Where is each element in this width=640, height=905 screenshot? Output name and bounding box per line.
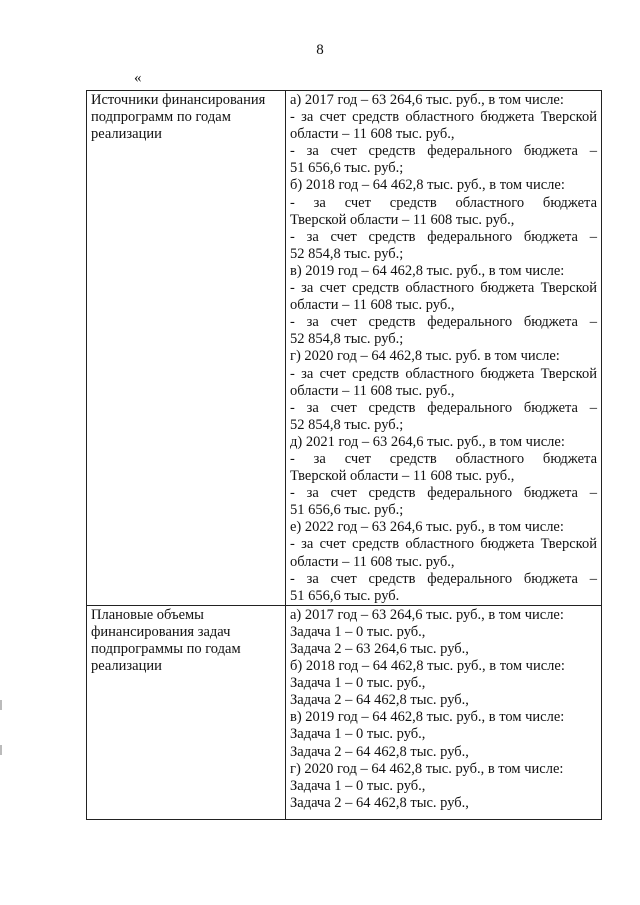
value-line: а) 2017 год – 63 264,6 тыс. руб., в том числе: <box>290 92 564 108</box>
value-line: г) 2020 год – 64 462,8 тыс. руб. в том числе: <box>290 348 560 365</box>
value-line: в) 2019 год – 64 462,8 тыс. руб., в том числе: <box>290 262 565 279</box>
table-row <box>87 605 602 819</box>
value-line: - за счет средств областного бюджета Тверской <box>290 365 597 382</box>
value-line: Задача 1 – 0 тыс. руб., <box>290 726 426 743</box>
row-value-funding-sources <box>286 91 602 606</box>
value-line: Задача 1 – 0 тыс. руб., <box>290 777 426 794</box>
value-line: области – 11 608 тыс. руб., <box>290 553 455 570</box>
value-line: 51 656,6 тыс. руб.; <box>290 502 404 519</box>
scan-edge-mark <box>0 700 2 710</box>
value-line: области – 11 608 тыс. руб., <box>290 297 455 314</box>
page-number: 8 <box>316 42 324 58</box>
value-line: - за счет средств областного бюджета <box>290 194 597 211</box>
opening-quote-mark: « <box>134 70 142 86</box>
value-line: - за счет средств федерального бюджета – <box>290 228 597 245</box>
funding-table <box>86 90 602 820</box>
value-line: Задача 1 – 0 тыс. руб., <box>290 623 426 640</box>
value-line: - за счет средств федерального бюджета – <box>290 570 597 587</box>
value-line: а) 2017 год – 63 264,6 тыс. руб., в том числе: <box>290 606 564 623</box>
value-line: - за счет средств федерального бюджета – <box>290 485 597 502</box>
value-line: области – 11 608 тыс. руб., <box>290 382 455 399</box>
scan-edge-mark <box>0 745 2 755</box>
value-line: Задача 2 – 63 264,6 тыс. руб., <box>290 641 469 657</box>
row-label-funding-sources: Источники финансирования подпрограмм по годам реализации <box>87 91 286 606</box>
row-value-clip <box>290 607 597 819</box>
value-line: б) 2018 год – 64 462,8 тыс. руб., в том числе: <box>290 177 565 194</box>
table-row <box>87 91 602 606</box>
value-line: Задача 2 – 64 462,8 тыс. руб., <box>290 794 469 811</box>
value-line: - за счет средств областного бюджета Тверской <box>290 280 597 297</box>
value-line: д) 2021 год – 63 264,6 тыс. руб., в том числе: <box>290 433 565 450</box>
value-line: области – 11 608 тыс. руб., <box>290 126 455 143</box>
row-label-planned-task-funding: Плановые объемы финансирования задач подпрограммы по годам реализации <box>87 605 286 819</box>
value-line: Задача 2 – 64 462,8 тыс. руб., <box>290 692 469 709</box>
value-line: Задача 2 – 64 462,8 тыс. руб., <box>290 743 469 760</box>
value-line: - за счет средств федерального бюджета – <box>290 399 597 416</box>
value-line: - за счет средств областного бюджета Тверской <box>290 109 597 126</box>
value-line: в) 2019 год – 64 462,8 тыс. руб., в том числе: <box>290 709 565 726</box>
value-line: - за счет средств федерального бюджета – <box>290 143 597 160</box>
value-line: - за счет средств федерального бюджета – <box>290 314 597 331</box>
value-line: - за счет средств областного бюджета Тверской <box>290 536 597 553</box>
value-line: 51 656,6 тыс. руб.; <box>290 160 404 177</box>
value-line: 52 854,8 тыс. руб.; <box>290 331 404 348</box>
value-line: б) 2018 год – 64 462,8 тыс. руб., в том числе: <box>290 658 565 675</box>
value-line: Тверской области – 11 608 тыс. руб., <box>290 468 515 485</box>
value-line: 52 854,8 тыс. руб.; <box>290 245 404 262</box>
value-line: Тверской области – 11 608 тыс. руб., <box>290 211 515 228</box>
value-line: - за счет средств областного бюджета <box>290 450 597 467</box>
value-line: Задача 1 – 0 тыс. руб., <box>290 675 426 692</box>
value-line: 51 656,6 тыс. руб. <box>290 587 400 604</box>
value-line: г) 2020 год – 64 462,8 тыс. руб., в том числе: <box>290 760 564 777</box>
value-line: 52 854,8 тыс. руб.; <box>290 416 404 433</box>
value-line: е) 2022 год – 63 264,6 тыс. руб., в том числе: <box>290 519 564 536</box>
row-value-planned-task-funding <box>286 605 602 819</box>
